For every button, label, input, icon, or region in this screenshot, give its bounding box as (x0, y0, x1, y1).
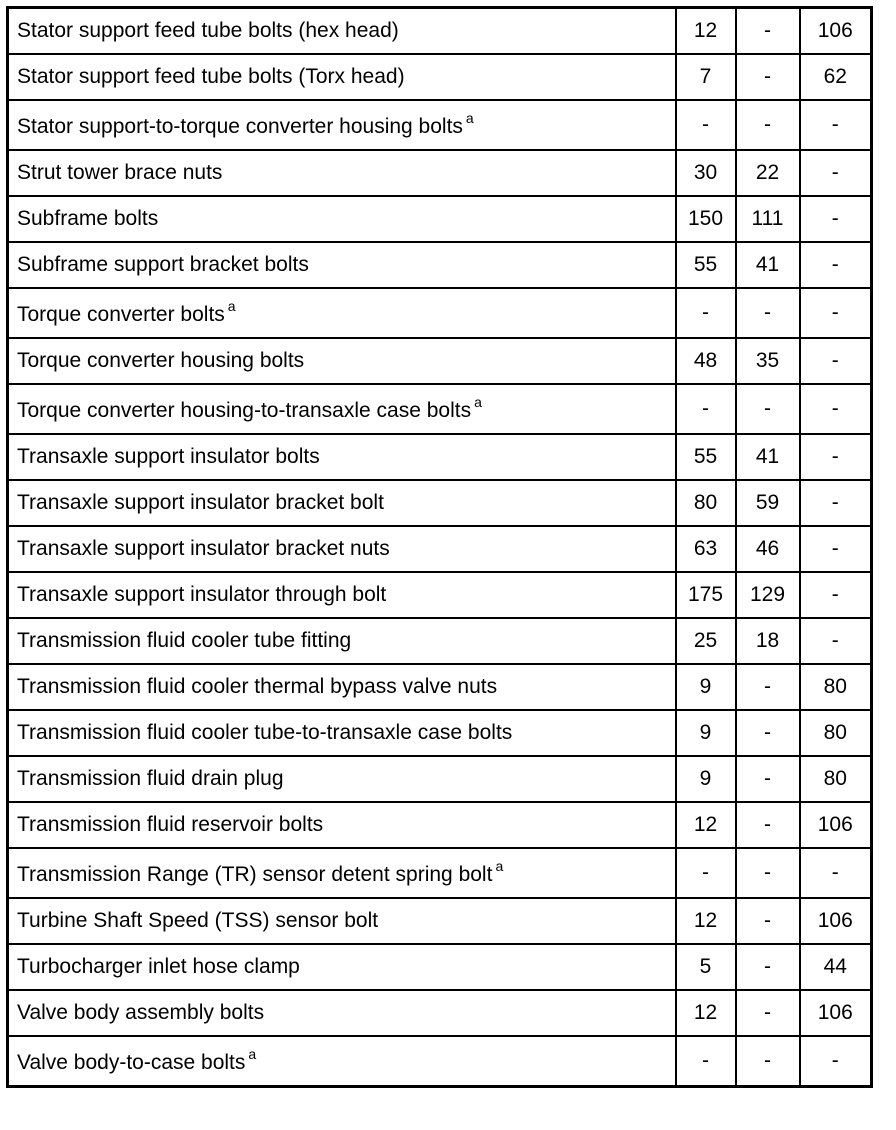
nm-value-cell: - (676, 288, 736, 338)
description-text: Transmission fluid cooler thermal bypass valve nuts (17, 675, 498, 698)
description-cell (8, 480, 676, 526)
description-cell (8, 802, 676, 848)
footnote-marker: a (248, 1045, 257, 1062)
description-text: Torque converter bolts (17, 302, 225, 326)
description-text: Transaxle support insulator bolts (17, 445, 320, 468)
lbin-value-cell: 106 (800, 802, 872, 848)
lbin-value-cell: 106 (800, 8, 872, 55)
lbin-value-cell: - (800, 384, 872, 434)
table-row (8, 848, 872, 898)
nm-value-cell: 9 (676, 710, 736, 756)
description-cell (8, 618, 676, 664)
lbft-value-cell: - (736, 944, 800, 990)
footnote-marker: a (227, 297, 236, 314)
table-row (8, 384, 872, 434)
nm-value-cell: 30 (676, 150, 736, 196)
nm-value-cell: 175 (676, 572, 736, 618)
nm-value-cell: 12 (676, 8, 736, 55)
description-text: Stator support feed tube bolts (Torx head) (17, 65, 405, 88)
nm-value-cell: 9 (676, 664, 736, 710)
table-row (8, 710, 872, 756)
description-text: Transaxle support insulator bracket bolt (17, 491, 384, 514)
lbft-value-cell: - (736, 54, 800, 100)
torque-spec-body (8, 8, 872, 1087)
description-text: Subframe bolts (17, 207, 159, 230)
lbft-value-cell: - (736, 288, 800, 338)
table-row (8, 8, 872, 55)
table-row (8, 338, 872, 384)
lbft-value-cell: - (736, 756, 800, 802)
description-text: Torque converter housing bolts (17, 349, 305, 372)
lbft-value-cell: - (736, 898, 800, 944)
table-row (8, 898, 872, 944)
lbft-value-cell: 18 (736, 618, 800, 664)
table-row (8, 150, 872, 196)
lbft-value-cell: 22 (736, 150, 800, 196)
description-cell (8, 572, 676, 618)
lbin-value-cell: - (800, 242, 872, 288)
table-row (8, 100, 872, 150)
lbin-value-cell: - (800, 526, 872, 572)
description-cell (8, 990, 676, 1036)
description-text: Turbine Shaft Speed (TSS) sensor bolt (17, 909, 379, 932)
description-cell (8, 898, 676, 944)
description-text: Transmission fluid reservoir bolts (17, 813, 324, 836)
description-cell (8, 434, 676, 480)
lbft-value-cell: - (736, 100, 800, 150)
lbft-value-cell: - (736, 848, 800, 898)
torque-spec-table (6, 6, 873, 1088)
description-text: Transmission fluid cooler tube fitting (17, 629, 352, 652)
lbin-value-cell: - (800, 150, 872, 196)
table-row (8, 196, 872, 242)
nm-value-cell: 80 (676, 480, 736, 526)
table-row (8, 990, 872, 1036)
table-row (8, 664, 872, 710)
description-cell (8, 1036, 676, 1087)
description-text: Turbocharger inlet hose clamp (17, 955, 300, 978)
table-row (8, 54, 872, 100)
description-cell (8, 384, 676, 434)
description-cell (8, 8, 676, 55)
table-row (8, 618, 872, 664)
description-cell (8, 944, 676, 990)
table-row (8, 288, 872, 338)
lbft-value-cell: - (736, 1036, 800, 1087)
description-text: Transmission fluid cooler tube-to-transaxle case bolts (17, 721, 513, 744)
lbin-value-cell: 106 (800, 990, 872, 1036)
nm-value-cell: - (676, 1036, 736, 1087)
nm-value-cell: 150 (676, 196, 736, 242)
description-cell (8, 54, 676, 100)
nm-value-cell: - (676, 100, 736, 150)
description-text: Strut tower brace nuts (17, 161, 223, 184)
nm-value-cell: 12 (676, 898, 736, 944)
lbft-value-cell: 35 (736, 338, 800, 384)
table-row (8, 1036, 872, 1087)
lbin-value-cell: 44 (800, 944, 872, 990)
description-text: Stator support feed tube bolts (hex head) (17, 19, 399, 42)
table-row (8, 572, 872, 618)
lbin-value-cell: 80 (800, 664, 872, 710)
lbin-value-cell: - (800, 848, 872, 898)
nm-value-cell: 48 (676, 338, 736, 384)
description-cell (8, 196, 676, 242)
description-text: Transaxle support insulator bracket nuts (17, 537, 390, 560)
lbft-value-cell: 59 (736, 480, 800, 526)
lbin-value-cell: - (800, 196, 872, 242)
table-row (8, 242, 872, 288)
description-cell (8, 848, 676, 898)
lbft-value-cell: - (736, 8, 800, 55)
lbin-value-cell: - (800, 434, 872, 480)
footnote-marker: a (474, 393, 482, 410)
lbft-value-cell: - (736, 802, 800, 848)
footnote-marker: a (465, 109, 474, 126)
nm-value-cell: 7 (676, 54, 736, 100)
description-text: Transaxle support insulator through bolt (17, 583, 387, 606)
lbft-value-cell: 46 (736, 526, 800, 572)
nm-value-cell: - (676, 848, 736, 898)
description-cell (8, 100, 676, 150)
lbft-value-cell: - (736, 664, 800, 710)
description-text: Valve body assembly bolts (17, 1001, 265, 1024)
lbin-value-cell: - (800, 572, 872, 618)
lbft-value-cell: 111 (736, 196, 800, 242)
nm-value-cell: 25 (676, 618, 736, 664)
nm-value-cell: 63 (676, 526, 736, 572)
description-cell (8, 338, 676, 384)
lbft-value-cell: - (736, 990, 800, 1036)
nm-value-cell: 12 (676, 990, 736, 1036)
description-cell (8, 150, 676, 196)
nm-value-cell: - (676, 384, 736, 434)
lbin-value-cell: 62 (800, 54, 872, 100)
nm-value-cell: 55 (676, 434, 736, 480)
lbft-value-cell: 41 (736, 242, 800, 288)
nm-value-cell: 12 (676, 802, 736, 848)
nm-value-cell: 5 (676, 944, 736, 990)
lbin-value-cell: - (800, 618, 872, 664)
table-row (8, 756, 872, 802)
description-text: Stator support-to-torque converter housing bolts (17, 114, 463, 138)
lbin-value-cell: 80 (800, 710, 872, 756)
lbin-value-cell: - (800, 1036, 872, 1087)
description-text: Valve body-to-case bolts (17, 1050, 246, 1074)
description-cell (8, 664, 676, 710)
description-cell (8, 756, 676, 802)
lbin-value-cell: - (800, 288, 872, 338)
lbin-value-cell: - (800, 338, 872, 384)
lbft-value-cell: 129 (736, 572, 800, 618)
description-cell (8, 526, 676, 572)
table-row (8, 802, 872, 848)
lbin-value-cell: - (800, 480, 872, 526)
table-row (8, 434, 872, 480)
lbft-value-cell: 41 (736, 434, 800, 480)
lbin-value-cell: - (800, 100, 872, 150)
lbft-value-cell: - (736, 384, 800, 434)
footnote-marker: a (495, 857, 504, 874)
description-text: Torque converter housing-to-transaxle case bolts (17, 398, 472, 422)
description-text: Transmission fluid drain plug (17, 767, 284, 790)
description-cell (8, 710, 676, 756)
lbft-value-cell: - (736, 710, 800, 756)
nm-value-cell: 55 (676, 242, 736, 288)
table-row (8, 526, 872, 572)
table-row (8, 480, 872, 526)
lbin-value-cell: 80 (800, 756, 872, 802)
description-cell (8, 288, 676, 338)
table-row (8, 944, 872, 990)
description-cell (8, 242, 676, 288)
description-text: Transmission Range (TR) sensor detent spring bolt (17, 862, 493, 886)
description-text: Subframe support bracket bolts (17, 253, 309, 276)
nm-value-cell: 9 (676, 756, 736, 802)
lbin-value-cell: 106 (800, 898, 872, 944)
